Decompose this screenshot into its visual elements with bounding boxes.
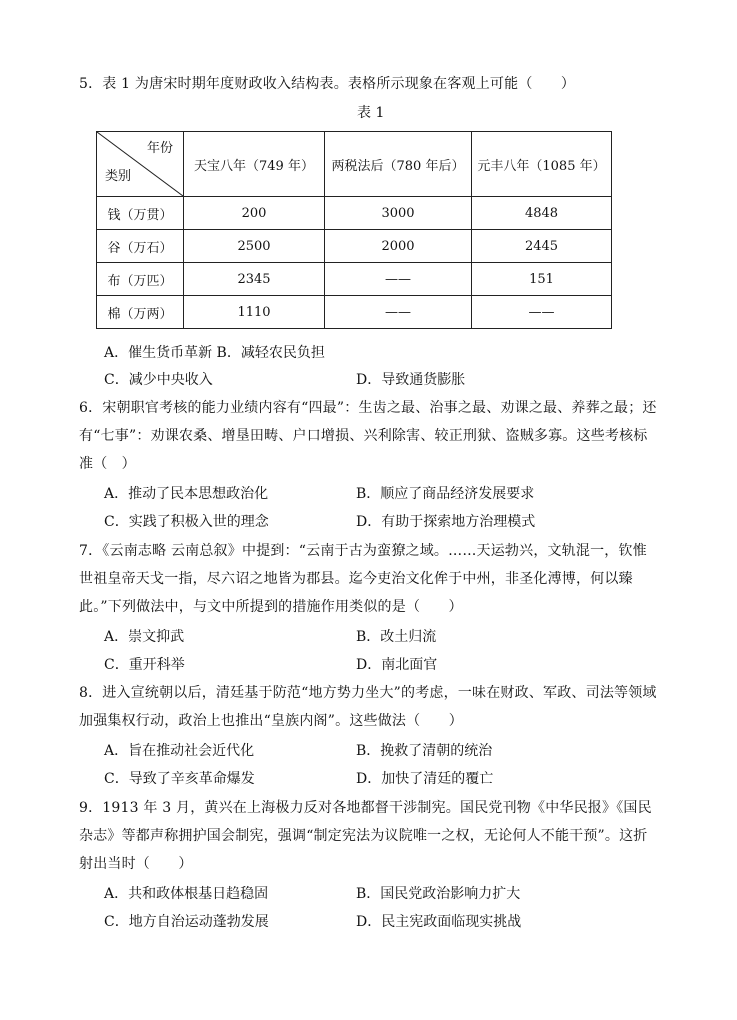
table-cell: 2345 <box>184 263 325 296</box>
table-cell: 2000 <box>325 230 472 263</box>
q9-option-d: D．民主宪政面临现实挑战 <box>356 914 522 930</box>
table-cell: 2500 <box>184 230 325 263</box>
table-cell: 200 <box>184 197 325 230</box>
corner-category-label: 类别 <box>105 169 132 184</box>
table-cell: 4848 <box>472 197 612 230</box>
q6-option-a: A．推动了民本思想政治化 <box>104 486 269 502</box>
q7-option-c: C．重开科举 <box>104 657 185 673</box>
row-label: 布（万匹） <box>97 263 184 296</box>
table-cell: 2445 <box>472 230 612 263</box>
row-label: 谷（万石） <box>97 230 184 263</box>
corner-year-label: 年份 <box>146 141 173 156</box>
q6-stem-line1: 6．宋朝职官考核的能力业绩内容有“四最”：生齿之最、治事之最、劝课之最、养葬之最；还 <box>79 400 657 416</box>
table-row <box>97 230 612 263</box>
revenue-table <box>96 131 612 329</box>
q5-option-c: C．减少中央收入 <box>104 372 213 388</box>
col-header: 天宝八年（749 年） <box>184 132 325 197</box>
row-label: 钱（万贯） <box>97 197 184 230</box>
table-cell: —— <box>472 296 612 329</box>
table-cell: 3000 <box>325 197 472 230</box>
q8-option-b: B．挽救了清朝的统治 <box>356 743 493 759</box>
q8-stem-line1: 8．进入宣统朝以后，清廷基于防范“地方势力坐大”的考虑，一味在财政、军政、司法等领域 <box>79 685 657 701</box>
q9-option-a: A．共和政体根基日趋稳固 <box>104 886 269 902</box>
q6-stem-line3: 准（ ） <box>79 456 136 472</box>
q7-option-b: B．改土归流 <box>356 629 437 645</box>
table-row <box>97 296 612 329</box>
table-row <box>97 263 612 296</box>
q8-option-c: C．导致了辛亥革命爆发 <box>104 771 255 787</box>
q9-option-b: B．国民党政治影响力扩大 <box>356 886 521 902</box>
q6-option-b: B．顺应了商品经济发展要求 <box>356 486 535 502</box>
table-corner-cell <box>97 132 184 197</box>
col-header: 两税法后（780 年后） <box>325 132 472 197</box>
table-cell: —— <box>325 296 472 329</box>
q5-stem: 5．表 1 为唐宋时期年度财政收入结构表。表格所示现象在客观上可能（ ） <box>79 76 576 92</box>
q7-option-a: A．崇文抑武 <box>104 629 185 645</box>
q8-option-a: A．旨在推动社会近代化 <box>104 743 255 759</box>
q9-option-c: C．地方自治运动蓬勃发展 <box>104 914 269 930</box>
table-cell: —— <box>325 263 472 296</box>
q7-stem-line2: 世祖皇帝天戈一指，尽六诏之地皆为郡县。迄今吏治文化侔于中州，非圣化溥博，何以臻 <box>79 571 633 587</box>
col-header: 元丰八年（1085 年） <box>472 132 612 197</box>
table-cell: 151 <box>472 263 612 296</box>
table-header-row <box>97 132 612 197</box>
table-caption: 表 1 <box>357 105 385 121</box>
q7-option-d: D．南北面官 <box>356 657 438 673</box>
q5-option-d: D．导致通货膨胀 <box>356 372 466 388</box>
table-row <box>97 197 612 230</box>
q9-stem-line3: 射出当时（ ） <box>79 856 193 872</box>
q5-option-a-b: A．催生货币革新 B．减轻农民负担 <box>104 345 325 361</box>
q8-option-d: D．加快了清廷的覆亡 <box>356 771 494 787</box>
q6-option-d: D．有助于探索地方治理模式 <box>356 514 536 530</box>
q7-stem-line3: 此。”下列做法中，与文中所提到的措施作用类似的是（ ） <box>79 599 463 615</box>
q6-option-c: C．实践了积极入世的理念 <box>104 514 269 530</box>
q9-stem-line1: 9．1913 年 3 月，黄兴在上海极力反对各地都督干涉制宪。国民党刊物《中华民报》《国民 <box>79 800 652 816</box>
q8-stem-line2: 加强集权行动，政治上也推出“皇族内阁”。这些做法（ ） <box>79 713 463 729</box>
q9-stem-line2: 杂志》等都声称拥护国会制宪，强调“制定宪法为议院唯一之权，无论何人不能干预”。这折 <box>79 828 648 844</box>
q6-stem-line2: 有“七事”：劝课农桑、增垦田畴、户口增损、兴利除害、较正刑狱、盗贼多寡。这些考核标 <box>79 428 648 444</box>
table-cell: 1110 <box>184 296 325 329</box>
row-label: 棉（万两） <box>97 296 184 329</box>
q7-stem-line1: 7．《云南志略 云南总叙》中提到：“云南于古为蛮獠之域。……天运勃兴，文轨混一，钦惟 <box>79 543 647 559</box>
